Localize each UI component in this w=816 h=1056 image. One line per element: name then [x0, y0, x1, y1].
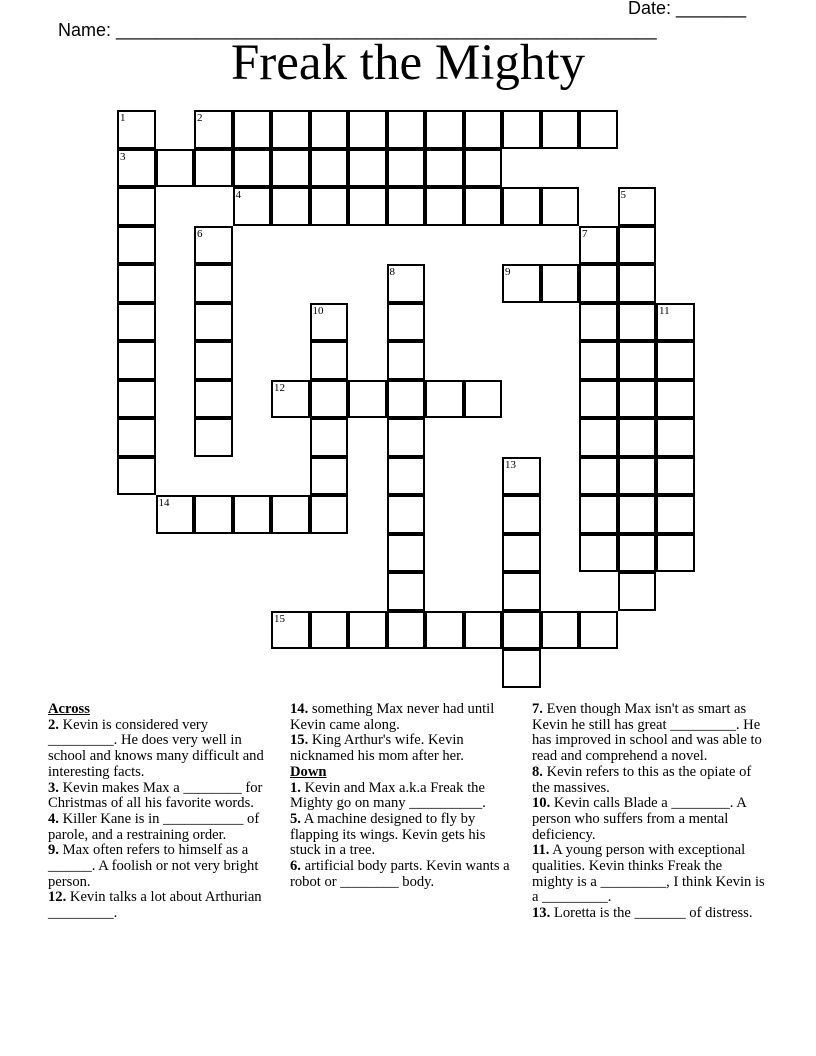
crossword-cell[interactable]: [117, 187, 156, 226]
clue-number: 8.: [532, 763, 543, 780]
clue-column-1: [48, 702, 268, 922]
crossword-cell[interactable]: [656, 341, 695, 380]
crossword-cell[interactable]: [194, 380, 233, 419]
crossword-cell[interactable]: [579, 495, 618, 534]
crossword-cell[interactable]: [117, 303, 156, 342]
clue-number: 9.: [48, 842, 59, 859]
crossword-cell[interactable]: [117, 149, 156, 188]
clue-number: 11.: [532, 842, 550, 859]
clue-number-label: 12: [274, 381, 285, 394]
crossword-cell[interactable]: [387, 572, 426, 611]
clue-number-label: 5: [620, 189, 626, 201]
clue-number: 15.: [290, 732, 309, 749]
crossword-cell[interactable]: [194, 341, 233, 380]
crossword-cell[interactable]: [656, 303, 695, 342]
clue-number: 14.: [290, 701, 309, 717]
crossword-cell[interactable]: [425, 187, 464, 226]
crossword-cell[interactable]: [271, 187, 310, 226]
page-title: Freak the Mighty: [230, 35, 586, 91]
crossword-cell[interactable]: [194, 495, 233, 534]
date-field[interactable]: Date: _______: [628, 0, 747, 18]
crossword-cell[interactable]: [387, 418, 426, 457]
crossword-cell[interactable]: [194, 226, 233, 265]
clue-across-14: [290, 702, 512, 733]
clue-text: King Arthur's wife. Kevin nicknamed his mom after her.: [290, 732, 464, 765]
crossword-cell[interactable]: [387, 110, 426, 149]
clue-column-3: [532, 702, 767, 922]
crossword-cell[interactable]: [387, 149, 426, 188]
crossword-cell[interactable]: [310, 187, 349, 226]
crossword-cell[interactable]: [425, 611, 464, 650]
clue-text: Kevin makes Max a ________ for Christmas of all his favorite words.: [48, 779, 263, 812]
crossword-cell[interactable]: [156, 495, 195, 534]
crossword-cell[interactable]: [387, 187, 426, 226]
crossword-cell[interactable]: [233, 187, 272, 226]
clue-down-1: [290, 781, 512, 812]
clue-across-4: [48, 812, 268, 843]
crossword-cell[interactable]: [579, 110, 618, 149]
clue-number-label: 13: [505, 458, 516, 471]
crossword-cell[interactable]: [310, 418, 349, 457]
clue-text: A machine designed to fly by flapping its wings. Kevin gets his stuck in a tree.: [290, 810, 486, 859]
clue-number-label: 11: [659, 304, 670, 317]
clue-number: 6.: [290, 858, 301, 875]
clue-down-6: [290, 859, 512, 890]
clue-number: 1.: [290, 779, 301, 796]
crossword-cell[interactable]: [117, 226, 156, 265]
crossword-cell[interactable]: [502, 264, 541, 303]
clue-number-label: 14: [158, 497, 170, 509]
crossword-cell[interactable]: [271, 611, 310, 650]
crossword-cell[interactable]: [233, 495, 272, 534]
crossword-cell[interactable]: [502, 572, 541, 611]
crossword-cell[interactable]: [464, 187, 503, 226]
crossword-cell[interactable]: [117, 341, 156, 380]
crossword-cell[interactable]: [579, 226, 618, 265]
crossword-cell[interactable]: [618, 418, 657, 457]
crossword-cell[interactable]: [464, 110, 503, 149]
crossword-cell[interactable]: [348, 110, 387, 149]
crossword-cell[interactable]: [541, 264, 580, 303]
clue-number: 13.: [532, 905, 551, 922]
clue-number-label: 8: [389, 266, 395, 278]
clue-number-label: 4: [235, 189, 241, 201]
crossword-cell[interactable]: [387, 264, 426, 303]
crossword-cell[interactable]: [387, 534, 426, 573]
crossword-cell[interactable]: [387, 611, 426, 650]
crossword-cell[interactable]: [194, 264, 233, 303]
across-heading: Across: [48, 701, 90, 717]
crossword-cell[interactable]: [464, 380, 503, 419]
clue-text: Kevin refers to this as the opiate of the massives.: [532, 763, 752, 796]
crossword-cell[interactable]: [579, 611, 618, 650]
crossword-cell[interactable]: [348, 187, 387, 226]
crossword-cell[interactable]: [656, 457, 695, 496]
crossword-cell[interactable]: [271, 495, 310, 534]
clue-text: Even though Max isn't as smart as Kevin he still has great _________. He has improved in school and was able to read and comprehend a novel.: [532, 701, 762, 765]
crossword-cell[interactable]: [502, 649, 541, 688]
clue-text: Kevin and Max a.k.a Freak the Mighty go on many __________.: [290, 779, 486, 812]
clue-across-2: [48, 718, 268, 781]
crossword-cell[interactable]: [233, 110, 272, 149]
crossword-cell[interactable]: [271, 149, 310, 188]
crossword-cell[interactable]: [541, 187, 580, 226]
clue-text: Max often refers to himself as a ______. A foolish or not very bright person.: [48, 842, 259, 890]
clue-number: 3.: [48, 779, 59, 796]
crossword-cell[interactable]: [618, 457, 657, 496]
crossword-cell[interactable]: [117, 110, 156, 149]
crossword-cell[interactable]: [579, 380, 618, 419]
crossword-cell[interactable]: [656, 534, 695, 573]
crossword-cell[interactable]: [502, 187, 541, 226]
crossword-cell[interactable]: [156, 149, 195, 188]
crossword-cell[interactable]: [618, 534, 657, 573]
crossword-cell[interactable]: [271, 110, 310, 149]
crossword-cell[interactable]: [348, 149, 387, 188]
crossword-cell[interactable]: [618, 226, 657, 265]
crossword-cell[interactable]: [502, 110, 541, 149]
crossword-cell[interactable]: [541, 611, 580, 650]
clue-text: artificial body parts. Kevin wants a robot or ________ body.: [290, 858, 510, 890]
clue-text: Kevin talks a lot about Arthurian _________.: [48, 889, 262, 922]
crossword-cell[interactable]: [502, 457, 541, 496]
clue-across-15: [290, 733, 512, 764]
clue-number: 2.: [48, 716, 59, 733]
crossword-cell[interactable]: [310, 303, 349, 342]
crossword-cell[interactable]: [310, 457, 349, 496]
crossword-cell[interactable]: [310, 380, 349, 419]
crossword-cell[interactable]: [387, 341, 426, 380]
down-heading: Down: [290, 763, 327, 780]
clue-number: 4.: [48, 810, 59, 827]
clue-across-12: [48, 890, 268, 921]
crossword-cell[interactable]: [310, 110, 349, 149]
crossword-cell[interactable]: [502, 495, 541, 534]
crossword-cell[interactable]: [541, 110, 580, 149]
crossword-cell[interactable]: [194, 418, 233, 457]
clue-number-label: 15: [274, 612, 285, 625]
crossword-cell[interactable]: [117, 418, 156, 457]
crossword-cell[interactable]: [425, 149, 464, 188]
crossword-cell[interactable]: [618, 264, 657, 303]
crossword-cell[interactable]: [117, 264, 156, 303]
crossword-cell[interactable]: [194, 149, 233, 188]
clue-text: Kevin calls Blade a ________. A person who suffers from a mental deficiency.: [532, 795, 747, 843]
crossword-cell[interactable]: [194, 110, 233, 149]
clue-column-2: [290, 702, 512, 890]
crossword-cell[interactable]: [387, 457, 426, 496]
clue-down-7: [532, 702, 767, 765]
crossword-cell[interactable]: [348, 380, 387, 419]
name-field[interactable]: Name: ______________________________________________________: [58, 20, 657, 40]
clue-number-label: 9: [505, 266, 511, 278]
clue-down-5: [290, 812, 512, 859]
crossword-cell[interactable]: [310, 611, 349, 650]
crossword-cell[interactable]: [194, 303, 233, 342]
clue-number-label: 6: [197, 227, 203, 240]
crossword-cell[interactable]: [579, 457, 618, 496]
crossword-cell[interactable]: [656, 495, 695, 534]
crossword-cell[interactable]: [579, 303, 618, 342]
crossword-cell[interactable]: [464, 611, 503, 650]
crossword-cell[interactable]: [310, 149, 349, 188]
clue-number-label: 7: [582, 227, 588, 240]
crossword-cell[interactable]: [310, 341, 349, 380]
crossword-cell[interactable]: [618, 495, 657, 534]
crossword-cell[interactable]: [502, 534, 541, 573]
crossword-cell[interactable]: [656, 418, 695, 457]
crossword-cell[interactable]: [579, 534, 618, 573]
crossword-cell[interactable]: [387, 380, 426, 419]
crossword-cell[interactable]: [618, 341, 657, 380]
crossword-cell[interactable]: [117, 380, 156, 419]
clue-down-13: [532, 906, 767, 922]
clue-down-10: [532, 796, 767, 843]
crossword-cell[interactable]: [656, 380, 695, 419]
crossword-cell[interactable]: [464, 149, 503, 188]
clue-text: Kevin is considered very _________. He does very well in school and knows many difficult and interesting facts.: [48, 716, 264, 780]
clue-text: A young person with exceptional qualities. Kevin thinks Freak the mighty is a _________, I think Kevin is a _________.: [532, 842, 765, 906]
crossword-cell[interactable]: [310, 495, 349, 534]
clue-across-9: [48, 843, 268, 890]
crossword-cell[interactable]: [271, 380, 310, 419]
clue-text: something Max never had until Kevin came along.: [290, 701, 495, 733]
crossword-cell[interactable]: [618, 187, 657, 226]
clue-across-3: [48, 781, 268, 812]
crossword-cell[interactable]: [618, 572, 657, 611]
crossword-cell[interactable]: [618, 380, 657, 419]
crossword-cell[interactable]: [618, 303, 657, 342]
clue-number: 7.: [532, 701, 543, 717]
crossword-cell[interactable]: [387, 303, 426, 342]
clue-text: Loretta is the _______ of distress.: [550, 905, 753, 922]
crossword-cell[interactable]: [579, 341, 618, 380]
clue-down-11: [532, 843, 767, 906]
clue-number-label: 3: [120, 150, 126, 163]
crossword-cell[interactable]: [387, 495, 426, 534]
clue-text: Killer Kane is in ___________ of parole, and a restraining order.: [48, 810, 260, 843]
crossword-cell[interactable]: [579, 418, 618, 457]
clue-number: 10.: [532, 795, 551, 812]
clue-number-label: 1: [120, 112, 126, 124]
clue-down-8: [532, 765, 767, 796]
crossword-cell[interactable]: [425, 110, 464, 149]
crossword-cell[interactable]: [425, 380, 464, 419]
clue-number-label: 10: [312, 304, 324, 317]
clue-number-label: 2: [197, 112, 203, 124]
crossword-cell[interactable]: [117, 457, 156, 496]
crossword-cell[interactable]: [348, 611, 387, 650]
crossword-cell[interactable]: [502, 611, 541, 650]
clue-number: 5.: [290, 810, 301, 827]
crossword-cell[interactable]: [233, 149, 272, 188]
clue-number: 12.: [48, 889, 67, 906]
crossword-cell[interactable]: [579, 264, 618, 303]
